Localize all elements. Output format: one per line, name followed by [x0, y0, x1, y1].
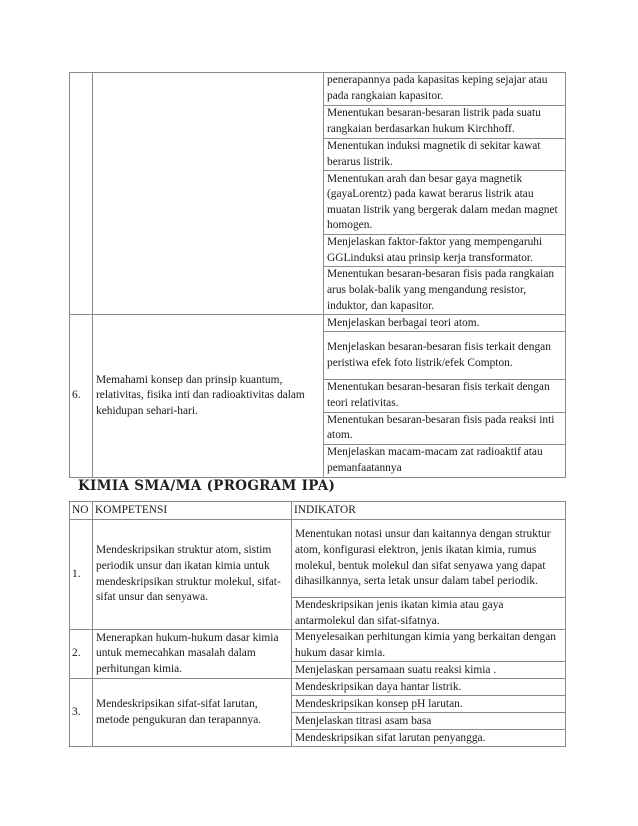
indikator-cell: Menentukan besaran-besaran fisis terkait dengan teori relativitas. [324, 380, 566, 412]
indikator-cell: Menjelaskan besaran-besaran fisis terkait dengan peristiwa efek foto listrik/efek Compton. [324, 332, 566, 380]
section-heading: KIMIA SMA/MA (PROGRAM IPA) [78, 478, 336, 494]
indikator-cell: Menyelesaikan perhitungan kimia yang berkaitan dengan hukum dasar kimia. [292, 630, 566, 662]
physics-competency-table-continued [69, 72, 566, 478]
row-number: 6. [70, 315, 93, 477]
indikator-cell: Mendeskripsikan jenis ikatan kimia atau gaya antarmolekul dan sifat-sifatnya. [292, 598, 566, 630]
kompetensi-cell-blank [93, 73, 324, 315]
indikator-cell: Menentukan arah dan besar gaya magnetik (gayaLorentz) pada kawat berarus listrik atau muatan listrik yang bergerak dalam medan magnet homogen. [324, 171, 566, 235]
row-number: 1. [70, 520, 93, 630]
indikator-cell: Menjelaskan macam-macam zat radioaktif atau pemanfaatannya [324, 444, 566, 477]
indikator-cell: Menjelaskan persamaan suatu reaksi kimia . [292, 662, 566, 679]
indikator-cell: Menjelaskan faktor-faktor yang mempengaruhi GGLinduksi atau prinsip kerja transformator. [324, 235, 566, 267]
row-number: 2. [70, 630, 93, 679]
no-cell-blank [70, 73, 93, 315]
kompetensi-cell: Menerapkan hukum-hukum dasar kimia untuk memecahkan masalah dalam perhitungan kimia. [93, 630, 292, 679]
kompetensi-cell: Mendeskripsikan sifat-sifat larutan, metode pengukuran dan terapannya. [93, 679, 292, 747]
kompetensi-cell: Mendeskripsikan struktur atom, sistim periodik unsur dan ikatan kimia untuk mendeskripsikan struktur molekul, sifat-sifat unsur dan senyawa. [93, 520, 292, 630]
indikator-cell: Mendeskripsikan konsep pH larutan. [292, 696, 566, 713]
indikator-cell: penerapannya pada kapasitas keping sejajar atau pada rangkaian kapasitor. [324, 73, 566, 106]
indikator-cell: Mendeskripsikan daya hantar listrik. [292, 679, 566, 696]
indikator-cell: Menjelaskan berbagai teori atom. [324, 315, 566, 332]
header-kompetensi: KOMPETENSI [93, 502, 292, 520]
header-no: NO [70, 502, 93, 520]
header-indikator: INDIKATOR [292, 502, 566, 520]
indikator-cell: Menentukan besaran-besaran listrik pada suatu rangkaian berdasarkan hukum Kirchhoff. [324, 106, 566, 139]
indikator-cell: Menentukan besaran-besaran fisis pada rangkaian arus bolak-balik yang mengandung resistor, induktor, dan kapasitor. [324, 267, 566, 315]
row-number: 3. [70, 679, 93, 747]
indikator-cell: Menentukan notasi unsur dan kaitannya dengan struktur atom, konfigurasi elektron, jenis ikatan kimia, rumus molekul, bentuk molekul dan sifat senyawa yang dapat dihasilkannya, serta letak unsur dalam tabel periodik. [292, 520, 566, 598]
indikator-cell: Menentukan induksi magnetik di sekitar kawat berarus listrik. [324, 139, 566, 171]
chemistry-competency-table [69, 501, 566, 747]
indikator-cell: Menjelaskan titrasi asam basa [292, 713, 566, 730]
indikator-cell: Menentukan besaran-besaran fisis pada reaksi inti atom. [324, 412, 566, 444]
kompetensi-cell: Memahami konsep dan prinsip kuantum, relativitas, fisika inti dan radioaktivitas dalam kehidupan sehari-hari. [93, 315, 324, 477]
indikator-cell: Mendeskripsikan sifat larutan penyangga. [292, 730, 566, 747]
